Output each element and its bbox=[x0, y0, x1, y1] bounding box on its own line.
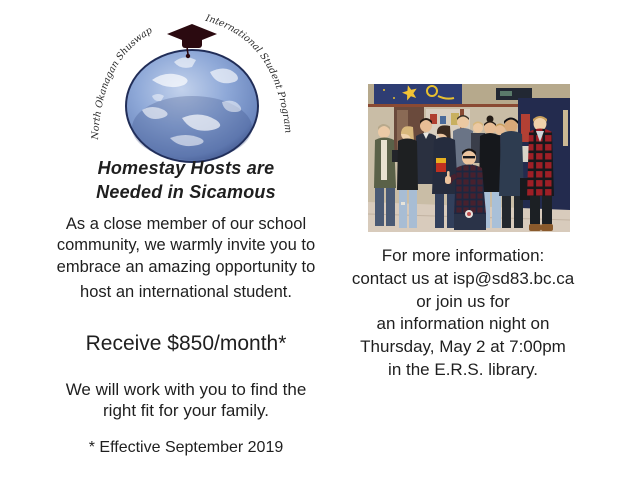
info-line: Thursday, May 2 at 7:00pm bbox=[360, 337, 566, 357]
info-line: For more information: bbox=[381, 246, 545, 265]
group-photo bbox=[368, 84, 570, 232]
intro-line: community, we warmly invite you to bbox=[56, 236, 316, 255]
intro-line: As a close member of our school bbox=[65, 215, 307, 233]
info-line: an information night on bbox=[376, 314, 550, 334]
earth-globe-icon bbox=[126, 50, 258, 162]
info-line: or join us for bbox=[416, 291, 510, 311]
headline-line-2: Needed in Sicamous bbox=[96, 181, 276, 202]
program-logo bbox=[82, 10, 302, 165]
support-text bbox=[11, 379, 361, 422]
logo-arc-text-right: International Student Program bbox=[204, 12, 294, 134]
effective-date-footnote: * Effective September 2019 bbox=[88, 439, 284, 456]
headline bbox=[11, 157, 361, 204]
monthly-rate: Receive $850/month* bbox=[85, 332, 287, 355]
intro-paragraph bbox=[11, 214, 361, 303]
intro-line: embrace an amazing opportunity to bbox=[56, 257, 316, 276]
star-mural bbox=[374, 84, 462, 104]
support-line: right fit for your family. bbox=[103, 401, 269, 421]
intro-line: host an international student. bbox=[80, 282, 292, 301]
info-line: in the E.R.S. library. bbox=[388, 359, 538, 379]
info-block bbox=[328, 245, 598, 382]
logo-arc-text-left: North Okanagan Shuswap bbox=[90, 25, 155, 140]
headline-line-1: Homestay Hosts are bbox=[97, 158, 275, 178]
support-line: We will work with you to find the bbox=[65, 380, 307, 399]
info-line-email: contact us at isp@sd83.bc.ca bbox=[351, 268, 575, 288]
